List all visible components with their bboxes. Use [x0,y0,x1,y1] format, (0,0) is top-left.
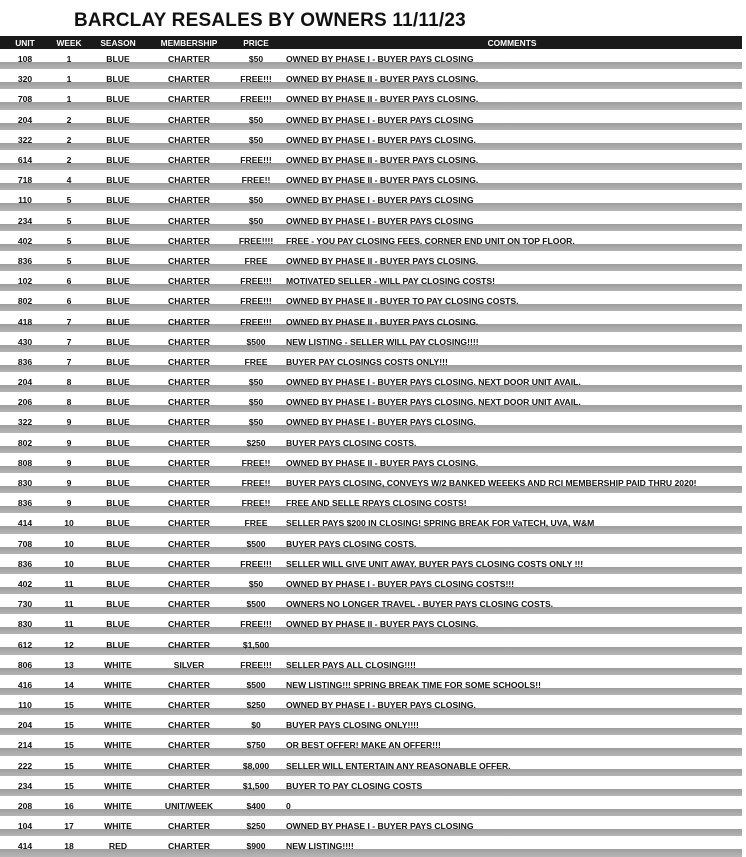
cell-season: BLUE [88,150,148,170]
cell-price: FREE!!! [230,614,282,634]
cell-week: 1 [50,89,88,109]
cell-unit: 206 [0,392,50,412]
cell-week: 2 [50,150,88,170]
cell-week: 2 [50,110,88,130]
cell-price: $50 [230,574,282,594]
cell-membership: CHARTER [148,816,230,836]
cell-price: $400 [230,796,282,816]
cell-membership: CHARTER [148,836,230,856]
cell-comments: BUYER PAYS CLOSING ONLY!!!! [282,715,742,735]
cell-membership: CHARTER [148,675,230,695]
cell-unit: 214 [0,735,50,755]
cell-week: 5 [50,190,88,210]
cell-unit: 730 [0,594,50,614]
cell-price: FREE!! [230,473,282,493]
cell-price: FREE!!! [230,554,282,574]
cell-season: BLUE [88,453,148,473]
cell-week: 10 [50,554,88,574]
cell-season: BLUE [88,311,148,331]
cell-membership: CHARTER [148,594,230,614]
cell-comments: BUYER PAYS CLOSING COSTS. [282,534,742,554]
cell-unit: 830 [0,614,50,634]
table-row [0,311,742,331]
cell-season: BLUE [88,554,148,574]
table-row [0,271,742,291]
cell-comments: OWNED BY PHASE I - BUYER PAYS CLOSING [282,816,742,836]
cell-season: BLUE [88,271,148,291]
cell-membership: CHARTER [148,291,230,311]
cell-season: BLUE [88,332,148,352]
table-row [0,392,742,412]
cell-season: BLUE [88,352,148,372]
cell-comments: OWNED BY PHASE I - BUYER PAYS CLOSING. NEXT DOOR UNIT AVAIL. [282,372,742,392]
table-row [0,231,742,251]
table-row [0,190,742,210]
table-row [0,695,742,715]
cell-week: 1 [50,69,88,89]
cell-membership: CHARTER [148,493,230,513]
cell-week: 9 [50,493,88,513]
cell-season: BLUE [88,412,148,432]
header-comments: COMMENTS [487,37,537,48]
cell-membership: CHARTER [148,130,230,150]
cell-season: BLUE [88,89,148,109]
cell-season: RED [88,836,148,856]
cell-price: $500 [230,534,282,554]
cell-membership: CHARTER [148,231,230,251]
cell-comments: OR BEST OFFER! MAKE AN OFFER!!! [282,735,742,755]
table-row [0,110,742,130]
table-row [0,554,742,574]
table-row [0,291,742,311]
cell-season: WHITE [88,796,148,816]
cell-membership: CHARTER [148,534,230,554]
header-unit: UNIT [15,37,35,48]
page-title: BARCLAY RESALES BY OWNERS 11/11/23 [74,10,466,31]
cell-unit: 402 [0,231,50,251]
cell-comments: NEW LISTING!!!! [282,836,742,856]
cell-comments: OWNED BY PHASE I - BUYER PAYS CLOSING [282,110,742,130]
cell-week: 11 [50,594,88,614]
cell-membership: CHARTER [148,49,230,69]
cell-price: $500 [230,594,282,614]
cell-price: $50 [230,392,282,412]
table-row [0,675,742,695]
cell-season: WHITE [88,675,148,695]
cell-season: BLUE [88,513,148,533]
cell-unit: 806 [0,655,50,675]
cell-comments: OWNED BY PHASE I - BUYER PAYS CLOSING [282,190,742,210]
cell-membership: CHARTER [148,453,230,473]
cell-comments: OWNED BY PHASE I - BUYER PAYS CLOSING. [282,130,742,150]
cell-unit: 836 [0,251,50,271]
table-row [0,150,742,170]
cell-season: BLUE [88,634,148,654]
header-membership: MEMBERSHIP [160,37,218,48]
cell-unit: 414 [0,513,50,533]
cell-unit: 836 [0,493,50,513]
table-row [0,332,742,352]
cell-comments: FREE AND SELLE RPAYS CLOSING COSTS! [282,493,742,513]
cell-season: BLUE [88,614,148,634]
cell-season: BLUE [88,130,148,150]
cell-membership: CHARTER [148,554,230,574]
cell-membership: CHARTER [148,574,230,594]
cell-membership: CHARTER [148,89,230,109]
cell-price: FREE!!! [230,69,282,89]
cell-comments: OWNED BY PHASE I - BUYER PAYS CLOSING COSTS!!! [282,574,742,594]
cell-comments: SELLER WILL GIVE UNIT AWAY. BUYER PAYS CLOSING COSTS ONLY !!! [282,554,742,574]
table-row [0,352,742,372]
cell-unit: 204 [0,372,50,392]
cell-unit: 708 [0,89,50,109]
cell-week: 4 [50,170,88,190]
cell-comments: OWNED BY PHASE II - BUYER PAYS CLOSING. [282,311,742,331]
cell-membership: CHARTER [148,756,230,776]
cell-comments: OWNED BY PHASE II - BUYER PAYS CLOSING. [282,251,742,271]
cell-price: FREE [230,513,282,533]
cell-season: BLUE [88,534,148,554]
cell-unit: 204 [0,110,50,130]
cell-week: 15 [50,735,88,755]
table-row [0,655,742,675]
cell-price: $250 [230,433,282,453]
cell-unit: 836 [0,352,50,372]
cell-price: FREE!! [230,493,282,513]
cell-membership: CHARTER [148,69,230,89]
cell-comments: OWNED BY PHASE I - BUYER PAYS CLOSING [282,211,742,231]
cell-comments: NEW LISTING!!! SPRING BREAK TIME FOR SOME SCHOOLS!! [282,675,742,695]
cell-season: WHITE [88,695,148,715]
cell-membership: CHARTER [148,271,230,291]
cell-week: 15 [50,776,88,796]
cell-membership: CHARTER [148,513,230,533]
header-price: PRICE [243,37,269,48]
cell-membership: CHARTER [148,211,230,231]
cell-membership: CHARTER [148,332,230,352]
cell-unit: 614 [0,150,50,170]
cell-price: FREE [230,251,282,271]
table-row [0,433,742,453]
table-row [0,412,742,432]
cell-week: 9 [50,473,88,493]
cell-membership: CHARTER [148,735,230,755]
cell-week: 1 [50,49,88,69]
cell-comments: OWNED BY PHASE II - BUYER PAYS CLOSING. [282,614,742,634]
cell-comments: SELLER WILL ENTERTAIN ANY REASONABLE OFFER. [282,756,742,776]
cell-week: 15 [50,695,88,715]
cell-membership: CHARTER [148,634,230,654]
table-row [0,715,742,735]
cell-season: BLUE [88,473,148,493]
cell-season: WHITE [88,715,148,735]
cell-price: FREE!! [230,170,282,190]
cell-membership: CHARTER [148,433,230,453]
cell-unit: 402 [0,574,50,594]
cell-week: 15 [50,715,88,735]
table-row [0,776,742,796]
cell-comments: BUYER PAY CLOSINGS COSTS ONLY!!! [282,352,742,372]
cell-membership: CHARTER [148,150,230,170]
cell-week: 14 [50,675,88,695]
cell-season: BLUE [88,49,148,69]
cell-unit: 204 [0,715,50,735]
cell-unit: 234 [0,211,50,231]
cell-week: 11 [50,614,88,634]
cell-unit: 234 [0,776,50,796]
cell-season: BLUE [88,372,148,392]
table-body [0,49,742,857]
table-row [0,453,742,473]
cell-membership: CHARTER [148,352,230,372]
cell-price: FREE [230,352,282,372]
cell-unit: 102 [0,271,50,291]
cell-comments: OWNED BY PHASE I - BUYER PAYS CLOSING. [282,412,742,432]
cell-membership: CHARTER [148,715,230,735]
table-row [0,594,742,614]
cell-comments: NEW LISTING - SELLER WILL PAY CLOSING!!!! [282,332,742,352]
cell-price: $250 [230,816,282,836]
cell-membership: UNIT/WEEK [148,796,230,816]
cell-comments: OWNERS NO LONGER TRAVEL - BUYER PAYS CLOSING COSTS. [282,594,742,614]
cell-price: $750 [230,735,282,755]
cell-week: 12 [50,634,88,654]
cell-membership: CHARTER [148,473,230,493]
table-row [0,89,742,109]
cell-price: FREE!!! [230,150,282,170]
cell-week: 11 [50,574,88,594]
cell-price: FREE!!! [230,311,282,331]
table-row [0,130,742,150]
cell-price: $8,000 [230,756,282,776]
cell-week: 7 [50,311,88,331]
cell-week: 9 [50,453,88,473]
cell-week: 6 [50,291,88,311]
cell-week: 16 [50,796,88,816]
cell-price: FREE!!! [230,89,282,109]
cell-season: BLUE [88,211,148,231]
cell-season: WHITE [88,816,148,836]
cell-unit: 802 [0,291,50,311]
cell-season: BLUE [88,392,148,412]
cell-week: 8 [50,372,88,392]
cell-price: FREE!!! [230,655,282,675]
table-row [0,756,742,776]
cell-comments: OWNED BY PHASE I - BUYER PAYS CLOSING. [282,695,742,715]
cell-season: WHITE [88,776,148,796]
cell-comments: BUYER PAYS CLOSING COSTS. [282,433,742,453]
cell-comments: 0 [282,796,742,816]
cell-comments: OWNED BY PHASE II - BUYER PAYS CLOSING. [282,170,742,190]
cell-price: $900 [230,836,282,856]
cell-week: 7 [50,332,88,352]
cell-week: 15 [50,756,88,776]
table-row [0,513,742,533]
table-row [0,574,742,594]
cell-price: $0 [230,715,282,735]
cell-unit: 418 [0,311,50,331]
cell-price: FREE!!!! [230,231,282,251]
cell-price: $50 [230,372,282,392]
cell-season: BLUE [88,291,148,311]
cell-price: FREE!! [230,453,282,473]
table-row [0,614,742,634]
cell-price: $50 [230,130,282,150]
cell-season: WHITE [88,756,148,776]
cell-week: 10 [50,534,88,554]
cell-membership: CHARTER [148,695,230,715]
cell-unit: 208 [0,796,50,816]
cell-week: 9 [50,412,88,432]
resales-table [0,36,742,857]
cell-comments [282,634,742,654]
cell-season: BLUE [88,110,148,130]
cell-week: 6 [50,271,88,291]
cell-comments: OWNED BY PHASE II - BUYER TO PAY CLOSING COSTS. [282,291,742,311]
cell-membership: CHARTER [148,251,230,271]
cell-comments: BUYER PAYS CLOSING, CONVEYS W/2 BANKED WEEEKS AND RCI MEMBERSHIP PAID THRU 2020! [282,473,742,493]
table-row [0,49,742,69]
cell-unit: 802 [0,433,50,453]
cell-membership: CHARTER [148,776,230,796]
cell-comments: OWNED BY PHASE II - BUYER PAYS CLOSING. [282,89,742,109]
cell-membership: CHARTER [148,311,230,331]
cell-week: 5 [50,211,88,231]
cell-comments: OWNED BY PHASE I - BUYER PAYS CLOSING [282,49,742,69]
cell-unit: 808 [0,453,50,473]
cell-membership: CHARTER [148,372,230,392]
table-row [0,735,742,755]
cell-season: BLUE [88,493,148,513]
table-row [0,372,742,392]
cell-season: WHITE [88,655,148,675]
table-row [0,796,742,816]
cell-comments: SELLER PAYS ALL CLOSING!!!! [282,655,742,675]
cell-comments: MOTIVATED SELLER - WILL PAY CLOSING COSTS! [282,271,742,291]
table-row [0,634,742,654]
cell-season: BLUE [88,594,148,614]
cell-price: $50 [230,110,282,130]
cell-comments: OWNED BY PHASE II - BUYER PAYS CLOSING. [282,150,742,170]
table-row [0,69,742,89]
cell-week: 5 [50,251,88,271]
cell-unit: 836 [0,554,50,574]
cell-unit: 320 [0,69,50,89]
cell-comments: FREE - YOU PAY CLOSING FEES. CORNER END UNIT ON TOP FLOOR. [282,231,742,251]
cell-price: FREE!!! [230,291,282,311]
cell-comments: OWNED BY PHASE II - BUYER PAYS CLOSING. [282,69,742,89]
cell-price: $500 [230,332,282,352]
table-row [0,534,742,554]
cell-price: FREE!!! [230,271,282,291]
cell-price: $50 [230,412,282,432]
cell-unit: 830 [0,473,50,493]
table-row [0,836,742,856]
cell-week: 8 [50,392,88,412]
cell-membership: SILVER [148,655,230,675]
cell-membership: CHARTER [148,614,230,634]
cell-price: $50 [230,190,282,210]
cell-week: 10 [50,513,88,533]
cell-unit: 110 [0,190,50,210]
cell-unit: 322 [0,130,50,150]
cell-price: $250 [230,695,282,715]
table-row [0,251,742,271]
cell-membership: CHARTER [148,170,230,190]
cell-week: 13 [50,655,88,675]
cell-price: $50 [230,211,282,231]
cell-price: $500 [230,675,282,695]
table-row [0,211,742,231]
cell-season: BLUE [88,574,148,594]
cell-unit: 104 [0,816,50,836]
cell-price: $1,500 [230,634,282,654]
cell-season: BLUE [88,69,148,89]
cell-unit: 612 [0,634,50,654]
cell-week: 17 [50,816,88,836]
cell-season: BLUE [88,251,148,271]
cell-unit: 108 [0,49,50,69]
cell-season: WHITE [88,735,148,755]
cell-comments: BUYER TO PAY CLOSING COSTS [282,776,742,796]
cell-membership: CHARTER [148,110,230,130]
cell-unit: 708 [0,534,50,554]
cell-season: BLUE [88,170,148,190]
cell-price: $50 [230,49,282,69]
cell-membership: CHARTER [148,412,230,432]
header-week: WEEK [56,37,82,48]
cell-unit: 222 [0,756,50,776]
table-row [0,493,742,513]
cell-week: 7 [50,352,88,372]
cell-week: 18 [50,836,88,856]
cell-comments: SELLER PAYS $200 IN CLOSING! SPRING BREAK FOR VaTECH, UVA, W&M [282,513,742,533]
cell-season: BLUE [88,433,148,453]
cell-week: 9 [50,433,88,453]
cell-week: 2 [50,130,88,150]
cell-comments: OWNED BY PHASE II - BUYER PAYS CLOSING. [282,453,742,473]
table-row [0,170,742,190]
cell-membership: CHARTER [148,392,230,412]
cell-membership: CHARTER [148,190,230,210]
cell-unit: 414 [0,836,50,856]
header-season: SEASON [100,37,136,48]
cell-price: $1,500 [230,776,282,796]
cell-week: 5 [50,231,88,251]
cell-unit: 322 [0,412,50,432]
cell-unit: 416 [0,675,50,695]
cell-unit: 110 [0,695,50,715]
table-row [0,473,742,493]
table-row [0,816,742,836]
cell-unit: 718 [0,170,50,190]
cell-comments: OWNED BY PHASE I - BUYER PAYS CLOSING. NEXT DOOR UNIT AVAIL. [282,392,742,412]
cell-season: BLUE [88,190,148,210]
cell-unit: 430 [0,332,50,352]
table-header-row [0,36,742,49]
cell-season: BLUE [88,231,148,251]
